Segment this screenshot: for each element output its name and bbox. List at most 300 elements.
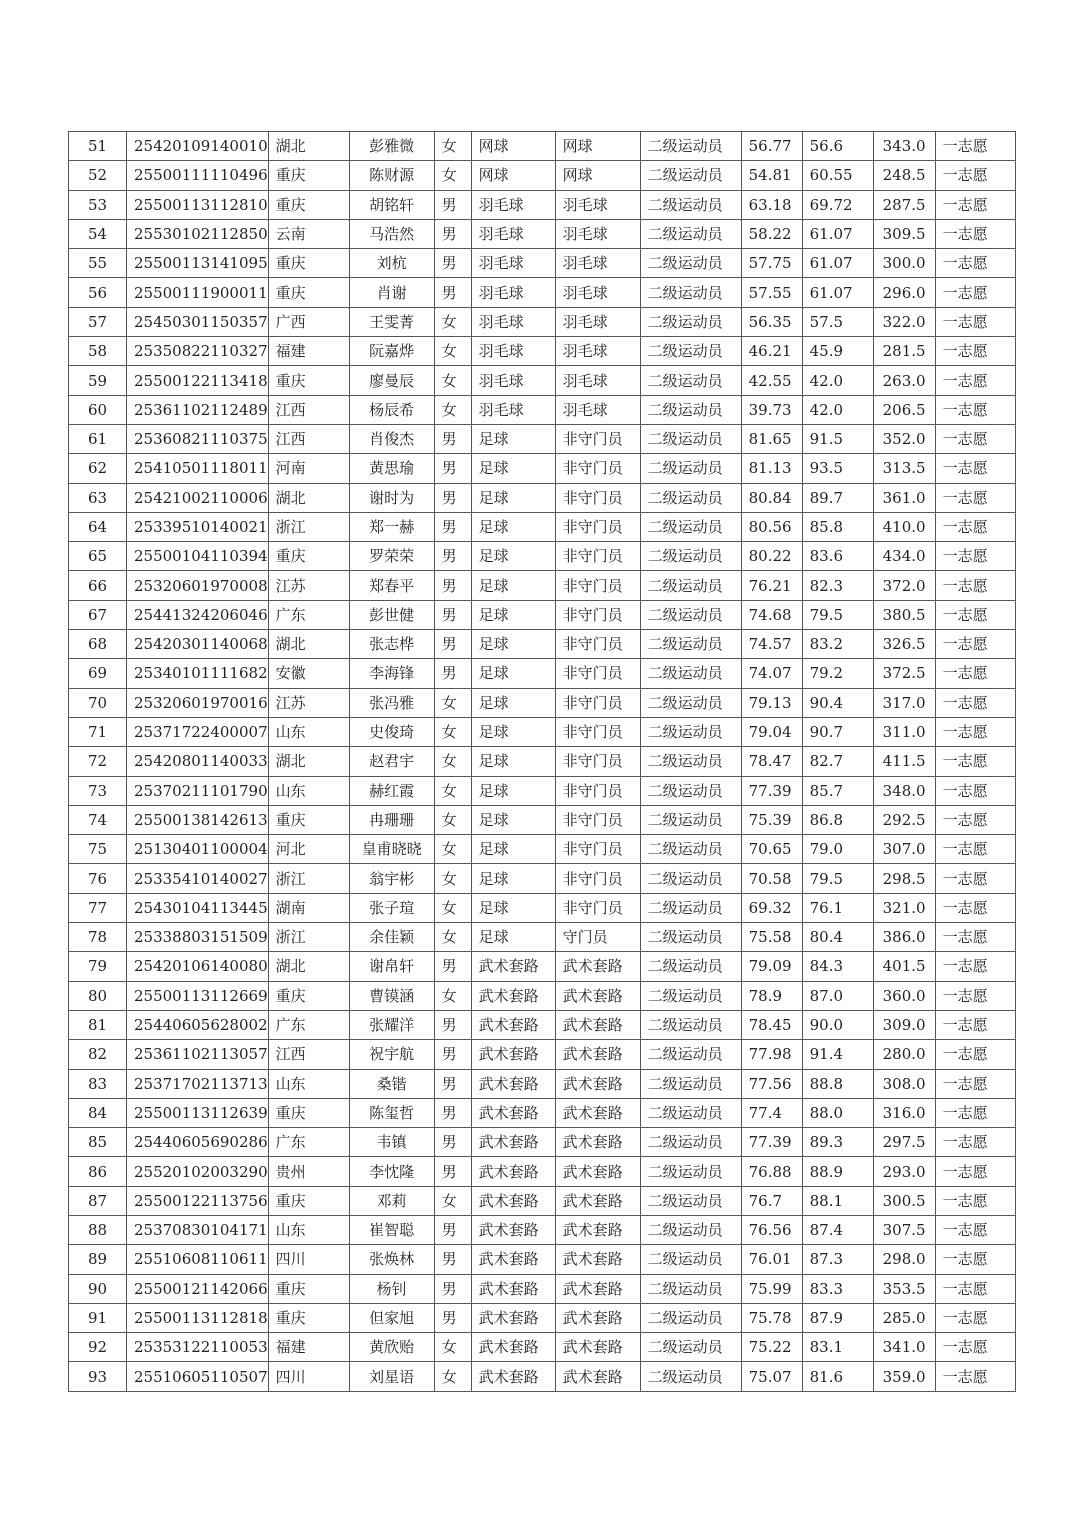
sport-cell: 羽毛球 bbox=[471, 337, 555, 366]
table-row bbox=[69, 981, 1016, 1010]
athlete-level-cell: 二级运动员 bbox=[640, 864, 741, 893]
exam-id-cell: 25338803151509 bbox=[127, 923, 269, 952]
score-b-cell: 45.9 bbox=[802, 337, 873, 366]
culture-score-cell: 360.0 bbox=[873, 981, 935, 1010]
name-cell: 张志桦 bbox=[349, 630, 434, 659]
exam-id-cell: 25500122113756 bbox=[127, 1186, 269, 1215]
row-number-cell: 65 bbox=[69, 542, 127, 571]
preference-cell: 一志愿 bbox=[935, 337, 1015, 366]
sport-cell: 足球 bbox=[471, 454, 555, 483]
sport-cell: 网球 bbox=[471, 132, 555, 161]
province-cell: 重庆 bbox=[268, 190, 349, 219]
row-number-cell: 85 bbox=[69, 1128, 127, 1157]
row-number-cell: 81 bbox=[69, 1010, 127, 1039]
preference-cell: 一志愿 bbox=[935, 805, 1015, 834]
score-a-cell: 81.65 bbox=[741, 424, 802, 453]
score-a-cell: 75.22 bbox=[741, 1333, 802, 1362]
row-number-cell: 54 bbox=[69, 219, 127, 248]
preference-cell: 一志愿 bbox=[935, 424, 1015, 453]
exam-id-cell: 25440605628002 bbox=[127, 1010, 269, 1039]
province-cell: 山东 bbox=[268, 1215, 349, 1244]
athlete-level-cell: 二级运动员 bbox=[640, 600, 741, 629]
score-b-cell: 42.0 bbox=[802, 366, 873, 395]
event-cell: 羽毛球 bbox=[555, 366, 640, 395]
name-cell: 冉珊珊 bbox=[349, 805, 434, 834]
preference-cell: 一志愿 bbox=[935, 688, 1015, 717]
preference-cell: 一志愿 bbox=[935, 132, 1015, 161]
culture-score-cell: 341.0 bbox=[873, 1333, 935, 1362]
gender-cell: 男 bbox=[434, 1157, 471, 1186]
athlete-level-cell: 二级运动员 bbox=[640, 1069, 741, 1098]
culture-score-cell: 326.5 bbox=[873, 630, 935, 659]
preference-cell: 一志愿 bbox=[935, 307, 1015, 336]
sport-cell: 武术套路 bbox=[471, 1362, 555, 1391]
name-cell: 韦镇 bbox=[349, 1128, 434, 1157]
name-cell: 祝宇航 bbox=[349, 1040, 434, 1069]
athlete-level-cell: 二级运动员 bbox=[640, 278, 741, 307]
province-cell: 江西 bbox=[268, 424, 349, 453]
score-b-cell: 60.55 bbox=[802, 161, 873, 190]
score-a-cell: 77.4 bbox=[741, 1098, 802, 1127]
preference-cell: 一志愿 bbox=[935, 1157, 1015, 1186]
row-number-cell: 51 bbox=[69, 132, 127, 161]
exam-id-cell: 25500113112669 bbox=[127, 981, 269, 1010]
name-cell: 彭雅微 bbox=[349, 132, 434, 161]
table-row bbox=[69, 454, 1016, 483]
culture-score-cell: 307.0 bbox=[873, 835, 935, 864]
score-b-cell: 80.4 bbox=[802, 923, 873, 952]
score-b-cell: 93.5 bbox=[802, 454, 873, 483]
preference-cell: 一志愿 bbox=[935, 981, 1015, 1010]
score-b-cell: 83.6 bbox=[802, 542, 873, 571]
name-cell: 彭世健 bbox=[349, 600, 434, 629]
event-cell: 武术套路 bbox=[555, 1303, 640, 1332]
event-cell: 武术套路 bbox=[555, 1362, 640, 1391]
event-cell: 非守门员 bbox=[555, 454, 640, 483]
event-cell: 非守门员 bbox=[555, 630, 640, 659]
gender-cell: 男 bbox=[434, 542, 471, 571]
event-cell: 网球 bbox=[555, 161, 640, 190]
table-row bbox=[69, 600, 1016, 629]
name-cell: 张耀洋 bbox=[349, 1010, 434, 1039]
row-number-cell: 68 bbox=[69, 630, 127, 659]
exam-id-cell: 25441324206046 bbox=[127, 600, 269, 629]
athlete-level-cell: 二级运动员 bbox=[640, 190, 741, 219]
score-b-cell: 83.3 bbox=[802, 1274, 873, 1303]
name-cell: 黄思瑜 bbox=[349, 454, 434, 483]
table-row bbox=[69, 776, 1016, 805]
athlete-level-cell: 二级运动员 bbox=[640, 512, 741, 541]
score-b-cell: 89.3 bbox=[802, 1128, 873, 1157]
culture-score-cell: 316.0 bbox=[873, 1098, 935, 1127]
score-a-cell: 78.47 bbox=[741, 747, 802, 776]
event-cell: 非守门员 bbox=[555, 483, 640, 512]
gender-cell: 男 bbox=[434, 512, 471, 541]
score-b-cell: 79.5 bbox=[802, 600, 873, 629]
athlete-level-cell: 二级运动员 bbox=[640, 1010, 741, 1039]
province-cell: 重庆 bbox=[268, 981, 349, 1010]
score-b-cell: 85.7 bbox=[802, 776, 873, 805]
gender-cell: 男 bbox=[434, 630, 471, 659]
gender-cell: 女 bbox=[434, 1333, 471, 1362]
name-cell: 陈玺哲 bbox=[349, 1098, 434, 1127]
gender-cell: 男 bbox=[434, 1303, 471, 1332]
culture-score-cell: 292.5 bbox=[873, 805, 935, 834]
province-cell: 重庆 bbox=[268, 542, 349, 571]
exam-id-cell: 25500122113418 bbox=[127, 366, 269, 395]
athlete-level-cell: 二级运动员 bbox=[640, 132, 741, 161]
score-a-cell: 75.58 bbox=[741, 923, 802, 952]
name-cell: 张冯雅 bbox=[349, 688, 434, 717]
culture-score-cell: 293.0 bbox=[873, 1157, 935, 1186]
event-cell: 武术套路 bbox=[555, 1010, 640, 1039]
exam-id-cell: 25370830104171 bbox=[127, 1215, 269, 1244]
culture-score-cell: 298.0 bbox=[873, 1245, 935, 1274]
table-row bbox=[69, 219, 1016, 248]
score-b-cell: 76.1 bbox=[802, 893, 873, 922]
table-row bbox=[69, 747, 1016, 776]
culture-score-cell: 248.5 bbox=[873, 161, 935, 190]
exam-id-cell: 25339510140021 bbox=[127, 512, 269, 541]
table-row bbox=[69, 512, 1016, 541]
table-row bbox=[69, 805, 1016, 834]
athlete-level-cell: 二级运动员 bbox=[640, 571, 741, 600]
table-row bbox=[69, 688, 1016, 717]
preference-cell: 一志愿 bbox=[935, 1333, 1015, 1362]
gender-cell: 女 bbox=[434, 688, 471, 717]
score-a-cell: 42.55 bbox=[741, 366, 802, 395]
score-a-cell: 77.39 bbox=[741, 776, 802, 805]
province-cell: 福建 bbox=[268, 1333, 349, 1362]
sport-cell: 足球 bbox=[471, 835, 555, 864]
athlete-level-cell: 二级运动员 bbox=[640, 1157, 741, 1186]
table-row bbox=[69, 864, 1016, 893]
row-number-cell: 91 bbox=[69, 1303, 127, 1332]
culture-score-cell: 343.0 bbox=[873, 132, 935, 161]
exam-id-cell: 25361102113057 bbox=[127, 1040, 269, 1069]
score-b-cell: 61.07 bbox=[802, 249, 873, 278]
athlete-level-cell: 二级运动员 bbox=[640, 893, 741, 922]
athlete-level-cell: 二级运动员 bbox=[640, 688, 741, 717]
exam-id-cell: 25500113141095 bbox=[127, 249, 269, 278]
table-row bbox=[69, 395, 1016, 424]
province-cell: 广东 bbox=[268, 600, 349, 629]
gender-cell: 男 bbox=[434, 1069, 471, 1098]
athlete-level-cell: 二级运动员 bbox=[640, 1274, 741, 1303]
row-number-cell: 53 bbox=[69, 190, 127, 219]
exam-id-cell: 25370211101790 bbox=[127, 776, 269, 805]
sport-cell: 武术套路 bbox=[471, 1333, 555, 1362]
gender-cell: 女 bbox=[434, 776, 471, 805]
table-row bbox=[69, 1186, 1016, 1215]
row-number-cell: 60 bbox=[69, 395, 127, 424]
name-cell: 赵君宇 bbox=[349, 747, 434, 776]
province-cell: 山东 bbox=[268, 1069, 349, 1098]
row-number-cell: 67 bbox=[69, 600, 127, 629]
preference-cell: 一志愿 bbox=[935, 1274, 1015, 1303]
score-a-cell: 74.68 bbox=[741, 600, 802, 629]
culture-score-cell: 322.0 bbox=[873, 307, 935, 336]
sport-cell: 足球 bbox=[471, 512, 555, 541]
gender-cell: 男 bbox=[434, 952, 471, 981]
gender-cell: 女 bbox=[434, 923, 471, 952]
gender-cell: 男 bbox=[434, 424, 471, 453]
score-b-cell: 84.3 bbox=[802, 952, 873, 981]
preference-cell: 一志愿 bbox=[935, 512, 1015, 541]
score-a-cell: 78.9 bbox=[741, 981, 802, 1010]
athlete-level-cell: 二级运动员 bbox=[640, 1245, 741, 1274]
gender-cell: 男 bbox=[434, 483, 471, 512]
sport-cell: 足球 bbox=[471, 688, 555, 717]
score-a-cell: 79.04 bbox=[741, 717, 802, 746]
preference-cell: 一志愿 bbox=[935, 1128, 1015, 1157]
score-a-cell: 75.07 bbox=[741, 1362, 802, 1391]
province-cell: 贵州 bbox=[268, 1157, 349, 1186]
sport-cell: 足球 bbox=[471, 923, 555, 952]
name-cell: 郑一赫 bbox=[349, 512, 434, 541]
exam-id-cell: 25530102112850 bbox=[127, 219, 269, 248]
gender-cell: 男 bbox=[434, 1098, 471, 1127]
score-b-cell: 79.0 bbox=[802, 835, 873, 864]
score-b-cell: 57.5 bbox=[802, 307, 873, 336]
culture-score-cell: 297.5 bbox=[873, 1128, 935, 1157]
exam-id-cell: 25430104113445 bbox=[127, 893, 269, 922]
event-cell: 非守门员 bbox=[555, 659, 640, 688]
sport-cell: 武术套路 bbox=[471, 952, 555, 981]
preference-cell: 一志愿 bbox=[935, 747, 1015, 776]
event-cell: 非守门员 bbox=[555, 688, 640, 717]
gender-cell: 男 bbox=[434, 278, 471, 307]
athlete-level-cell: 二级运动员 bbox=[640, 1040, 741, 1069]
sport-cell: 羽毛球 bbox=[471, 278, 555, 307]
province-cell: 山东 bbox=[268, 776, 349, 805]
culture-score-cell: 313.5 bbox=[873, 454, 935, 483]
score-a-cell: 75.78 bbox=[741, 1303, 802, 1332]
gender-cell: 男 bbox=[434, 249, 471, 278]
culture-score-cell: 401.5 bbox=[873, 952, 935, 981]
score-b-cell: 91.4 bbox=[802, 1040, 873, 1069]
row-number-cell: 82 bbox=[69, 1040, 127, 1069]
sport-cell: 足球 bbox=[471, 600, 555, 629]
gender-cell: 女 bbox=[434, 1362, 471, 1391]
province-cell: 重庆 bbox=[268, 805, 349, 834]
name-cell: 桑锴 bbox=[349, 1069, 434, 1098]
row-number-cell: 73 bbox=[69, 776, 127, 805]
sport-cell: 足球 bbox=[471, 864, 555, 893]
table-row bbox=[69, 952, 1016, 981]
row-number-cell: 88 bbox=[69, 1215, 127, 1244]
name-cell: 赫红霞 bbox=[349, 776, 434, 805]
preference-cell: 一志愿 bbox=[935, 190, 1015, 219]
row-number-cell: 93 bbox=[69, 1362, 127, 1391]
score-a-cell: 76.01 bbox=[741, 1245, 802, 1274]
score-b-cell: 90.4 bbox=[802, 688, 873, 717]
gender-cell: 女 bbox=[434, 717, 471, 746]
name-cell: 但家旭 bbox=[349, 1303, 434, 1332]
athlete-level-cell: 二级运动员 bbox=[640, 161, 741, 190]
event-cell: 守门员 bbox=[555, 923, 640, 952]
score-a-cell: 46.21 bbox=[741, 337, 802, 366]
province-cell: 河北 bbox=[268, 835, 349, 864]
sport-cell: 足球 bbox=[471, 483, 555, 512]
sport-cell: 武术套路 bbox=[471, 1245, 555, 1274]
exam-id-cell: 25420801140033 bbox=[127, 747, 269, 776]
sport-cell: 武术套路 bbox=[471, 1274, 555, 1303]
sport-cell: 武术套路 bbox=[471, 981, 555, 1010]
table-row bbox=[69, 161, 1016, 190]
table-row bbox=[69, 132, 1016, 161]
score-a-cell: 57.55 bbox=[741, 278, 802, 307]
event-cell: 羽毛球 bbox=[555, 219, 640, 248]
province-cell: 浙江 bbox=[268, 512, 349, 541]
row-number-cell: 84 bbox=[69, 1098, 127, 1127]
table-row bbox=[69, 717, 1016, 746]
row-number-cell: 90 bbox=[69, 1274, 127, 1303]
athlete-level-cell: 二级运动员 bbox=[640, 366, 741, 395]
province-cell: 湖北 bbox=[268, 483, 349, 512]
table-row bbox=[69, 307, 1016, 336]
table-row bbox=[69, 835, 1016, 864]
gender-cell: 女 bbox=[434, 893, 471, 922]
province-cell: 浙江 bbox=[268, 923, 349, 952]
score-a-cell: 75.39 bbox=[741, 805, 802, 834]
name-cell: 肖俊杰 bbox=[349, 424, 434, 453]
preference-cell: 一志愿 bbox=[935, 366, 1015, 395]
province-cell: 湖北 bbox=[268, 952, 349, 981]
score-a-cell: 54.81 bbox=[741, 161, 802, 190]
culture-score-cell: 372.5 bbox=[873, 659, 935, 688]
preference-cell: 一志愿 bbox=[935, 864, 1015, 893]
score-b-cell: 88.1 bbox=[802, 1186, 873, 1215]
score-a-cell: 56.35 bbox=[741, 307, 802, 336]
score-b-cell: 89.7 bbox=[802, 483, 873, 512]
athlete-level-cell: 二级运动员 bbox=[640, 805, 741, 834]
exam-id-cell: 25500111900011 bbox=[127, 278, 269, 307]
sport-cell: 足球 bbox=[471, 893, 555, 922]
culture-score-cell: 307.5 bbox=[873, 1215, 935, 1244]
table-row bbox=[69, 1215, 1016, 1244]
score-b-cell: 56.6 bbox=[802, 132, 873, 161]
exam-id-cell: 25500113112639 bbox=[127, 1098, 269, 1127]
preference-cell: 一志愿 bbox=[935, 483, 1015, 512]
culture-score-cell: 309.0 bbox=[873, 1010, 935, 1039]
score-a-cell: 56.77 bbox=[741, 132, 802, 161]
name-cell: 阮嘉烨 bbox=[349, 337, 434, 366]
sport-cell: 羽毛球 bbox=[471, 219, 555, 248]
preference-cell: 一志愿 bbox=[935, 717, 1015, 746]
preference-cell: 一志愿 bbox=[935, 219, 1015, 248]
row-number-cell: 87 bbox=[69, 1186, 127, 1215]
row-number-cell: 52 bbox=[69, 161, 127, 190]
province-cell: 广东 bbox=[268, 1010, 349, 1039]
event-cell: 非守门员 bbox=[555, 512, 640, 541]
preference-cell: 一志愿 bbox=[935, 571, 1015, 600]
preference-cell: 一志愿 bbox=[935, 454, 1015, 483]
preference-cell: 一志愿 bbox=[935, 776, 1015, 805]
culture-score-cell: 300.0 bbox=[873, 249, 935, 278]
score-b-cell: 82.3 bbox=[802, 571, 873, 600]
exam-id-cell: 25500121142066 bbox=[127, 1274, 269, 1303]
exam-id-cell: 25510608110611 bbox=[127, 1245, 269, 1274]
province-cell: 四川 bbox=[268, 1245, 349, 1274]
culture-score-cell: 411.5 bbox=[873, 747, 935, 776]
culture-score-cell: 410.0 bbox=[873, 512, 935, 541]
event-cell: 武术套路 bbox=[555, 1186, 640, 1215]
preference-cell: 一志愿 bbox=[935, 1069, 1015, 1098]
sport-cell: 足球 bbox=[471, 630, 555, 659]
culture-score-cell: 287.5 bbox=[873, 190, 935, 219]
province-cell: 重庆 bbox=[268, 366, 349, 395]
exam-id-cell: 25420109140010 bbox=[127, 132, 269, 161]
gender-cell: 男 bbox=[434, 600, 471, 629]
province-cell: 重庆 bbox=[268, 1098, 349, 1127]
name-cell: 余佳颖 bbox=[349, 923, 434, 952]
score-a-cell: 57.75 bbox=[741, 249, 802, 278]
score-a-cell: 63.18 bbox=[741, 190, 802, 219]
row-number-cell: 70 bbox=[69, 688, 127, 717]
score-b-cell: 83.2 bbox=[802, 630, 873, 659]
athlete-level-cell: 二级运动员 bbox=[640, 395, 741, 424]
score-b-cell: 61.07 bbox=[802, 278, 873, 307]
event-cell: 非守门员 bbox=[555, 864, 640, 893]
table-row bbox=[69, 1010, 1016, 1039]
sport-cell: 武术套路 bbox=[471, 1040, 555, 1069]
gender-cell: 男 bbox=[434, 190, 471, 219]
name-cell: 刘星语 bbox=[349, 1362, 434, 1391]
event-cell: 羽毛球 bbox=[555, 337, 640, 366]
table-row bbox=[69, 1303, 1016, 1332]
score-a-cell: 80.56 bbox=[741, 512, 802, 541]
preference-cell: 一志愿 bbox=[935, 1098, 1015, 1127]
athlete-level-cell: 二级运动员 bbox=[640, 454, 741, 483]
culture-score-cell: 359.0 bbox=[873, 1362, 935, 1391]
score-a-cell: 39.73 bbox=[741, 395, 802, 424]
score-a-cell: 80.22 bbox=[741, 542, 802, 571]
row-number-cell: 78 bbox=[69, 923, 127, 952]
event-cell: 非守门员 bbox=[555, 600, 640, 629]
name-cell: 翁宇彬 bbox=[349, 864, 434, 893]
province-cell: 河南 bbox=[268, 454, 349, 483]
row-number-cell: 72 bbox=[69, 747, 127, 776]
name-cell: 崔智聪 bbox=[349, 1215, 434, 1244]
score-a-cell: 76.7 bbox=[741, 1186, 802, 1215]
exam-id-cell: 25361102112489 bbox=[127, 395, 269, 424]
score-b-cell: 61.07 bbox=[802, 219, 873, 248]
gender-cell: 女 bbox=[434, 805, 471, 834]
name-cell: 张子瑄 bbox=[349, 893, 434, 922]
event-cell: 网球 bbox=[555, 132, 640, 161]
preference-cell: 一志愿 bbox=[935, 1040, 1015, 1069]
province-cell: 广东 bbox=[268, 1128, 349, 1157]
table-row bbox=[69, 1128, 1016, 1157]
event-cell: 非守门员 bbox=[555, 571, 640, 600]
event-cell: 武术套路 bbox=[555, 1245, 640, 1274]
culture-score-cell: 308.0 bbox=[873, 1069, 935, 1098]
province-cell: 湖北 bbox=[268, 630, 349, 659]
sport-cell: 网球 bbox=[471, 161, 555, 190]
province-cell: 江苏 bbox=[268, 688, 349, 717]
athlete-level-cell: 二级运动员 bbox=[640, 835, 741, 864]
event-cell: 非守门员 bbox=[555, 542, 640, 571]
sport-cell: 足球 bbox=[471, 776, 555, 805]
province-cell: 重庆 bbox=[268, 161, 349, 190]
score-b-cell: 87.3 bbox=[802, 1245, 873, 1274]
score-a-cell: 69.32 bbox=[741, 893, 802, 922]
event-cell: 武术套路 bbox=[555, 1215, 640, 1244]
culture-score-cell: 281.5 bbox=[873, 337, 935, 366]
score-a-cell: 76.88 bbox=[741, 1157, 802, 1186]
event-cell: 武术套路 bbox=[555, 1069, 640, 1098]
